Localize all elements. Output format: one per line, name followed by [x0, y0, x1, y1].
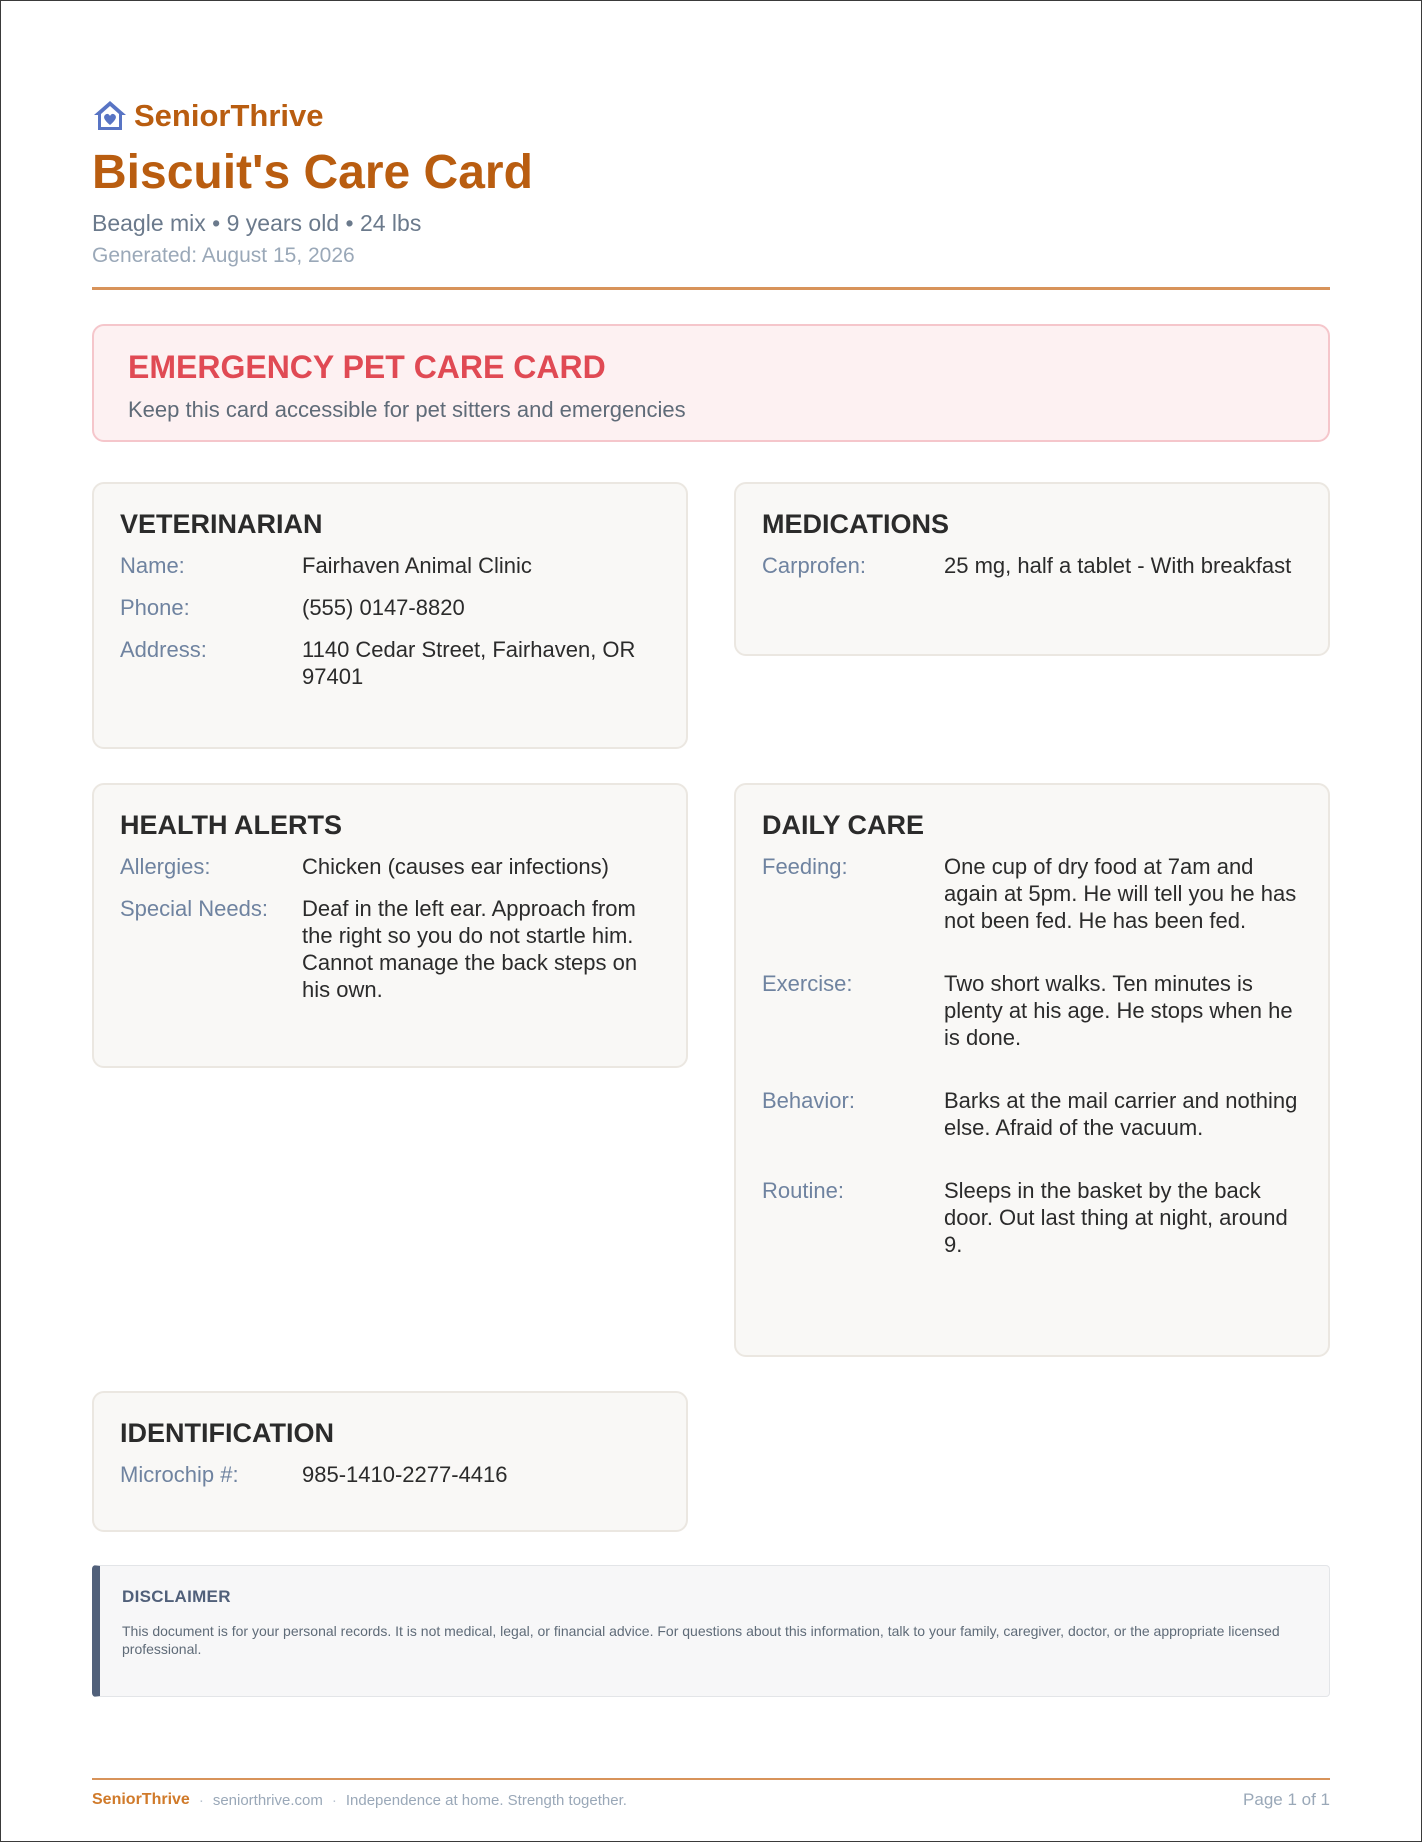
- identification-card: [92, 1391, 688, 1532]
- info-row: [120, 636, 660, 690]
- medication-value: 25 mg, half a tablet - With breakfast: [944, 553, 1292, 578]
- card-title: HEALTH ALERTS: [120, 810, 342, 840]
- row-label: Routine:: [762, 1178, 844, 1203]
- footer: [92, 1788, 1330, 1812]
- card-title: IDENTIFICATION: [120, 1418, 334, 1448]
- daily-care-card: [734, 783, 1330, 1357]
- allergies-value: Chicken (causes ear infections): [302, 854, 609, 879]
- info-row: [120, 853, 660, 880]
- card-title: DAILY CARE: [762, 810, 925, 840]
- house-heart-icon: [92, 99, 128, 133]
- header-divider: [92, 287, 1330, 290]
- pet-summary: Beagle mix • 9 years old • 24 lbs: [92, 210, 422, 236]
- info-row: [120, 1461, 660, 1488]
- info-row: [120, 895, 660, 1003]
- row-label: Name:: [120, 553, 185, 578]
- emergency-banner: [92, 324, 1330, 442]
- row-label: Microchip #:: [120, 1462, 239, 1487]
- vet-name: Fairhaven Animal Clinic: [302, 553, 532, 578]
- row-label: Phone:: [120, 595, 190, 620]
- brand-name: SeniorThrive: [134, 98, 324, 133]
- disclaimer-title: DISCLAIMER: [122, 1587, 231, 1606]
- disclaimer-box: [92, 1565, 1330, 1697]
- footer-brand: SeniorThrive: [92, 1791, 190, 1808]
- info-row: [762, 1177, 1302, 1258]
- routine-value: Sleeps in the basket by the back door. Out last thing at night, around 9.: [944, 1178, 1288, 1257]
- row-label: Behavior:: [762, 1088, 855, 1113]
- emergency-title: EMERGENCY PET CARE CARD: [128, 349, 606, 385]
- microchip-value: 985-1410-2277-4416: [302, 1462, 508, 1487]
- veterinarian-card: [92, 482, 688, 749]
- info-row: [762, 552, 1302, 579]
- row-label: Exercise:: [762, 971, 853, 996]
- document-header: [92, 96, 1330, 442]
- card-title: MEDICATIONS: [762, 509, 949, 539]
- medications-card: [734, 482, 1330, 656]
- disclaimer-text: This document is for your personal records. It is not medical, legal, or financial advice. For questions about this information, talk to your family, caregiver, doctor, or the appropriate licensed professional.: [122, 1623, 1280, 1657]
- health-alerts-card: [92, 783, 688, 1068]
- footer-site: seniorthrive.com: [212, 1791, 323, 1809]
- footer-tagline: Independence at home. Strength together.: [345, 1791, 627, 1809]
- footer-separator: ·: [198, 1791, 204, 1809]
- generated-date: Generated: August 15, 2026: [92, 244, 355, 267]
- brand: [92, 96, 1330, 136]
- exercise-value: Two short walks. Ten minutes is plenty at his age. He stops when he is done.: [944, 971, 1293, 1050]
- card-title: VETERINARIAN: [120, 509, 323, 539]
- vet-address: 1140 Cedar Street, Fairhaven, OR 97401: [302, 637, 636, 689]
- row-label: Special Needs:: [120, 896, 268, 921]
- row-label: Allergies:: [120, 854, 211, 879]
- special-needs-value: Deaf in the left ear. Approach from the right so you do not startle him. Cannot manage the back steps on his own.: [302, 896, 638, 1002]
- footer-separator: ·: [331, 1791, 337, 1809]
- info-row: [762, 1087, 1302, 1141]
- info-row: [120, 552, 660, 579]
- vet-phone: (555) 0147-8820: [302, 595, 465, 620]
- emergency-subtitle: Keep this card accessible for pet sitters and emergencies: [128, 397, 686, 422]
- behavior-value: Barks at the mail carrier and nothing else. Afraid of the vacuum.: [944, 1088, 1298, 1140]
- footer-divider: [92, 1778, 1330, 1780]
- page-title: Biscuit's Care Card: [92, 146, 533, 199]
- info-row: [762, 970, 1302, 1051]
- info-row: [762, 853, 1302, 934]
- row-label: Feeding:: [762, 854, 848, 879]
- feeding-value: One cup of dry food at 7am and again at 5pm. He will tell you he has not been fed. He has been fed.: [944, 854, 1297, 933]
- info-row: [120, 594, 660, 621]
- row-label: Address:: [120, 637, 207, 662]
- page-number: Page 1 of 1: [1243, 1790, 1330, 1809]
- row-label: Carprofen:: [762, 553, 866, 578]
